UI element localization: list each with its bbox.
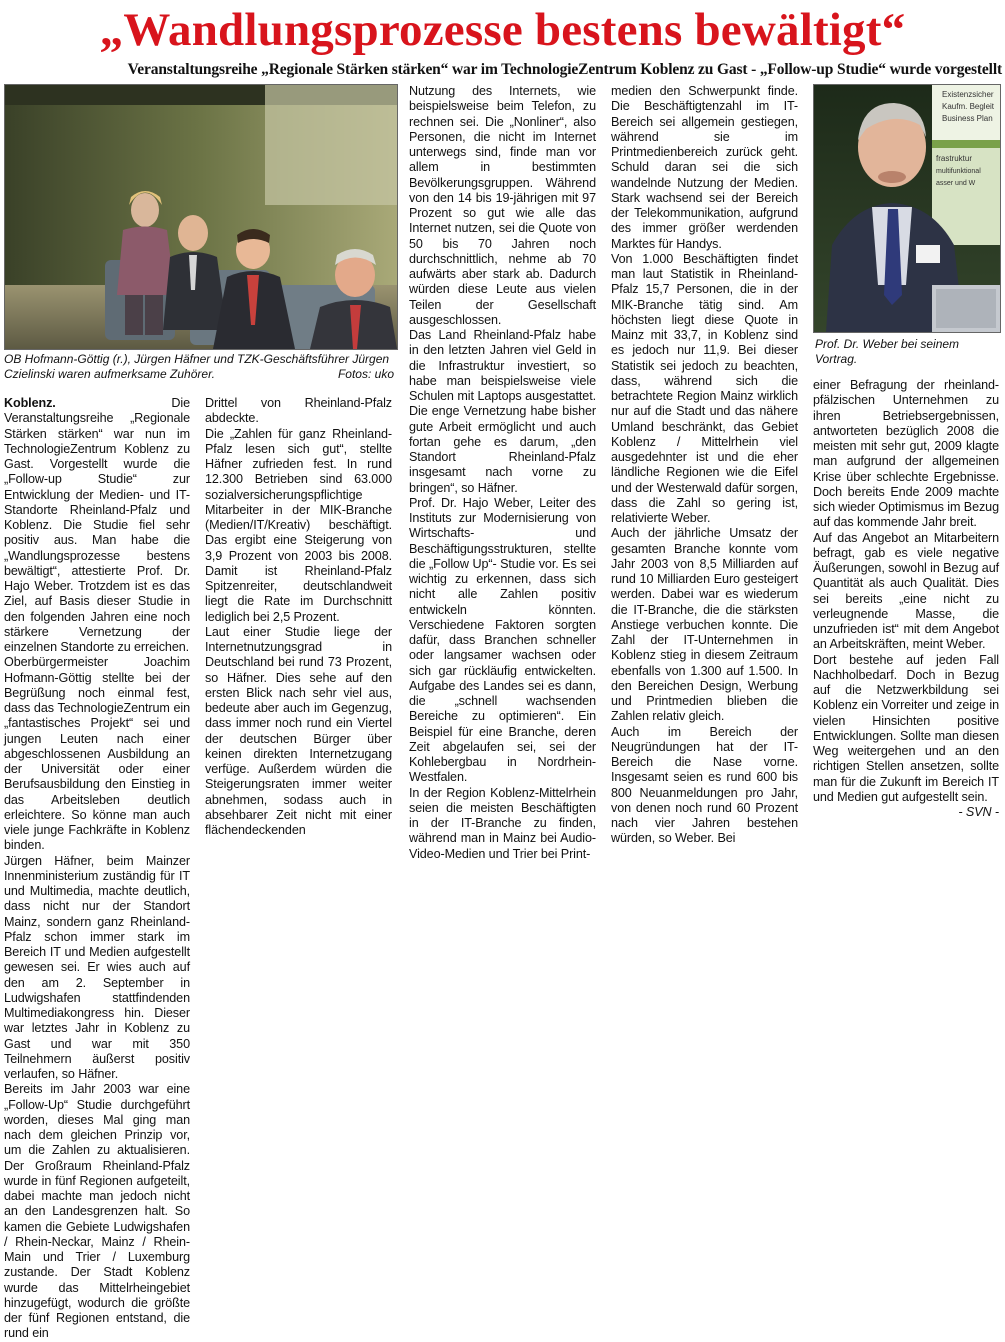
screen-line-6: asser und W bbox=[936, 180, 976, 187]
paragraph: Prof. Dr. Hajo Weber, Leiter des Instituts zur Modernisierung von Wirtschafts- und Beschäftigungsstrukturen, stellte die „Follow Up“- Studie vor. Es sei wichtig zu erkennen, dass sich nicht alle Zahlen positiv entwickeln könnten. Verschiedene Faktoren sorgten dafür, dass Branchen schneller oder langsamer wachsen oder sich gar rückläufig entwickelten. Aufgabe des Landes sei es dann, die „schnell wachsenden Bereiche zu optimieren“. Ein Beispiel für eine Branche, deren Zeit abgelaufen sei, sei der Kohlebergbau in Nordrhein-Westfalen. bbox=[409, 495, 596, 785]
paragraph: Jürgen Häfner, beim Mainzer Innenministerium zuständig für IT und Multimedia, machte deutlich, dass nicht nur der Standort Mainz, sondern ganz Rheinland-Pfalz schon immer stark im Bereich IT und Medien aufgestellt gewesen sei. Er wies auch auf den am 2. September in Ludwigshafen stattfindenden Multimediakongress hin. Dieser war letztes Jahr in Koblenz zu Gast und war mit 350 Teilnehmern äußerst positiv verlaufen, so Häfner. bbox=[4, 853, 190, 1081]
paragraph-text: Die Veranstaltungsreihe „Regionale Stärken stärken“ war nun im TechnologieZentrum Koblenz zu Gast. Vorgestellt wurde die „Follow-up Studie“ zur Entwicklung der Medien- und IT-Standorte Rheinland-Pfalz und Koblenz. Die Studie fiel sehr positiv aus. Man habe die „Wandlungsprozesse bestens bewältigt“, attestierte Prof. Dr. Hajo Weber. Trotzdem ist es das Ziel, auf Basis dieser Studie in den folgenden Jahren eine noch stärkere Vernetzung der einzelnen Standorte zu erreichen. bbox=[4, 396, 190, 654]
article-column-5 bbox=[813, 378, 999, 858]
paragraph bbox=[4, 396, 190, 655]
screen-line-2: Kaufm. Begleit bbox=[942, 102, 995, 111]
speaker-illustration bbox=[814, 85, 1000, 332]
paragraph: Die „Zahlen für ganz Rheinland-Pfalz lesen sich gut“, stellte Häfner zufrieden fest. In rund 12.300 Betrieben sind 63.000 sozialversicherungspflichtige Mitarbeiter in der MIK-Branche (Medien/IT/Kreativ) beschäftigt. Das ergibt eine Steigerung von 3,9 Prozent von 2003 bis 2008. Damit ist Rheinland-Pfalz Spitzenreiter, deutschlandweit liegt die Rate im Durchschnitt lediglich bei 2,5 Prozent. bbox=[205, 426, 392, 624]
paragraph: Nutzung des Internets, wie beispielsweise beim Telefon, zu rechnen sei. Die „Nonliner“, also Personen, die nicht im Internet unterwegs sind, finde man vor allem in bestimmten Bevölkerungsgruppen. Während von den 14 bis 19-jährigen mit 97 Prozent so gut wie alle das Internet nutzen, sei die Quote von 50 bis 70 Jahren noch durchschnittlich, nehme ab 70 aufwärts aber stark ab. Dadurch würden diese Leute aus vielen Teilen der Gesellschaft ausgeschlossen. bbox=[409, 84, 596, 327]
article-column-2 bbox=[205, 396, 392, 896]
screen-line-5: multifunktional bbox=[936, 168, 981, 175]
article-column-3 bbox=[409, 84, 596, 874]
paragraph: Laut einer Studie liege der Internetnutzungsgrad in Deutschland bei rund 73 Prozent, so Häfner. Dies sehe auf den ersten Blick nach sehr viel aus, bedeute aber auch im Gegenzug, dass immer noch rund ein Viertel der deutschen Bürger über keinen direkten Internetzugang verfüge. Außerdem würden die Steigerungsraten immer weiter abnehmen, sodass auch in absehbarer Zeit nicht mit einer flächendeckenden bbox=[205, 624, 392, 837]
screen-line-4: frastruktur bbox=[936, 154, 973, 163]
paragraph: einer Befragung der rheinland-pfälzischen Unternehmen zu ihren Betriebsergebnissen, antworteten bezüglich 2008 die meisten mit sehr gut, 2009 klagte man aufgrund der allgemeinen Krise über schlechte Ergebnisse. Doch bereits Ende 2009 machte sich wieder Optimismus im Bezug auf das kommende Jahr breit. bbox=[813, 378, 999, 530]
screen-line-3: Business Plan bbox=[942, 114, 993, 123]
photo-speaker-caption: Prof. Dr. Weber bei seinem Vortrag. bbox=[815, 337, 960, 366]
paragraph: Bereits im Jahr 2003 war eine „Follow-Up“ Studie durchgeführt worden, dieses Mal ging man nach dem gleichen Prinzip vor, um die Zahlen zu aktualisieren. Der Großraum Rheinland-Pfalz wurde in fünf Regionen aufgeteilt, dabei machte man jedoch nicht an den Landesgrenzen halt. So kamen die Gebiete Ludwigshafen / Rhein-Neckar, Mainz / Rhein-Main und Trier / Luxemburg zustande. Der Stadt Koblenz wurde das Mittelrheingebiet hinzugefügt, wodurch die größte der fünf Regionen entstand, die rund ein bbox=[4, 1082, 190, 1341]
paragraph: Das Land Rheinland-Pfalz habe in den letzten Jahren viel Geld in die Infrastruktur investiert, so habe man beispielsweise viele Schulen mit Laptops ausgestattet. Die enge Vernetzung habe bisher gute Arbeit ermöglicht und auch fortan gehe es darum, „den Standort Rheinland-Pfalz insgesamt nach vorne zu bringen“, so Häfner. bbox=[409, 328, 596, 495]
photo-audience bbox=[4, 84, 398, 350]
paragraph: Auch im Bereich der Neugründungen hat der IT-Bereich die Nase vorne. Insgesamt seien es rund 600 bis 800 Neuanmeldungen pro Jahr, von denen noch rund 60 Prozent nach vier Jahren bestehen würden, so Weber. Bei bbox=[611, 724, 798, 846]
author-signature: - SVN - bbox=[958, 805, 999, 819]
photo-speaker bbox=[813, 84, 1001, 333]
audience-illustration bbox=[5, 85, 397, 349]
paragraph: Auch der jährliche Umsatz der gesamten Branche konnte vom Jahr 2003 von 8,5 Milliarden auf rund 10 Milliarden Euro gesteigert werden. Dabei war es wiederum die IT-Branche, die die stärksten Anstiege verbuchen konnte. Die Zahl der IT-Unternehmen in Koblenz stieg in diesem Zeitraum ebenfalls von 1.300 auf 1.500. In den Bereichen Design, Werbung und Printmedien blieben die Zahlen relativ gleich. bbox=[611, 526, 798, 724]
paragraph: Oberbürgermeister Joachim Hofmann-Göttig stellte bei der Begrüßung noch einmal fest, dass das TechnologieZentrum ein „fantastisches Projekt“ sei und jungen Leuten nach einer abgeschlossenen Ausbildung an der Universität oder einer Berufsausbildung den Einstieg in das Arbeitsleben deutlich erleichtere. So könne man auch viele junge Fachkräfte in Koblenz binden. bbox=[4, 655, 190, 853]
headline: „Wandlungsprozesse bestens bewältigt“ bbox=[99, 4, 906, 56]
photo-audience-caption bbox=[4, 352, 394, 382]
subheadline: Veranstaltungsreihe „Regionale Stärken stärken“ war im TechnologieZentrum Koblenz zu Gast - „Follow-up Studie“ wurde vorgestellt bbox=[127, 61, 1002, 78]
paragraph: Dort bestehe auf jeden Fall Nachholbedarf. Doch in Bezug auf die Netzwerkbildung sei Koblenz ein Vorreiter und zeige in vielen Hinsichten positive Entwicklungen. Sollte man diesen Weg weitergehen und an den richtigen Stellen ansetzen, sollte man für die Zukunft im Bereich IT und Medien gut aufgestellt sein. bbox=[813, 652, 999, 804]
paragraph: In der Region Koblenz-Mittelrhein seien die meisten Beschäftigten in der IT-Branche zu finden, während man in Mainz bei Audio-Video-Medien und Trier bei Print- bbox=[409, 785, 596, 861]
paragraph: Drittel von Rheinland-Pfalz abdeckte. bbox=[205, 396, 392, 426]
screen-line-1: Existenzsicher bbox=[942, 90, 994, 99]
article-column-1 bbox=[4, 396, 190, 1341]
paragraph: medien den Schwerpunkt finde. Die Beschäftigtenzahl im IT-Bereich sei allgemein gestiegen, während sie im Printmedienbereich zurück geht. Schuld daran sei die sich wandelnde Nutzung der Medien. Stark wachsend sei der Bereich der Telekommunikation, aufgrund des immer größer werdenden Marktes für Handys. bbox=[611, 84, 798, 251]
photo-credit: Fotos: uko bbox=[337, 367, 394, 381]
caption-text: OB Hofmann-Göttig (r.), Jürgen Häfner und TZK-Geschäftsführer Jürgen Czielinski waren aufmerksame Zuhörer. bbox=[4, 352, 390, 381]
paragraph: Auf das Angebot an Mitarbeitern befragt, gab es viele negative Äußerungen, sowohl in Bezug auf Quantität als auch Qualität. Dies sei bereits „eine nicht zu verleugnende Masse, die unzufrieden ist“ mit dem Angebot an Arbeitskräften, meint Weber. bbox=[813, 530, 999, 652]
article-column-4 bbox=[611, 84, 798, 874]
dateline: Koblenz. bbox=[4, 396, 56, 410]
paragraph: Von 1.000 Beschäftigten findet man laut Statistik in Rheinland-Pfalz 15,7 Personen, die in der MIK-Branche tätig sind. Am höchsten liegt diese Quote in Mainz mit 33,7, in Koblenz sind es jedoch nur 11,9. Bei dieser Statistik sei jedoch zu beachten, dass, während sich die betrachtete Region Mainz wirklich nur auf die Stadt und das nähere Umland beschränkt, das Gebiet Koblenz / Mittelrhein viel ausgedehnter ist und die eher ländliche Regionen wie die Eifel und der Westerwald dafür sorgen, dass die Zahl so gering ist, relativierte Weber. bbox=[611, 251, 798, 525]
